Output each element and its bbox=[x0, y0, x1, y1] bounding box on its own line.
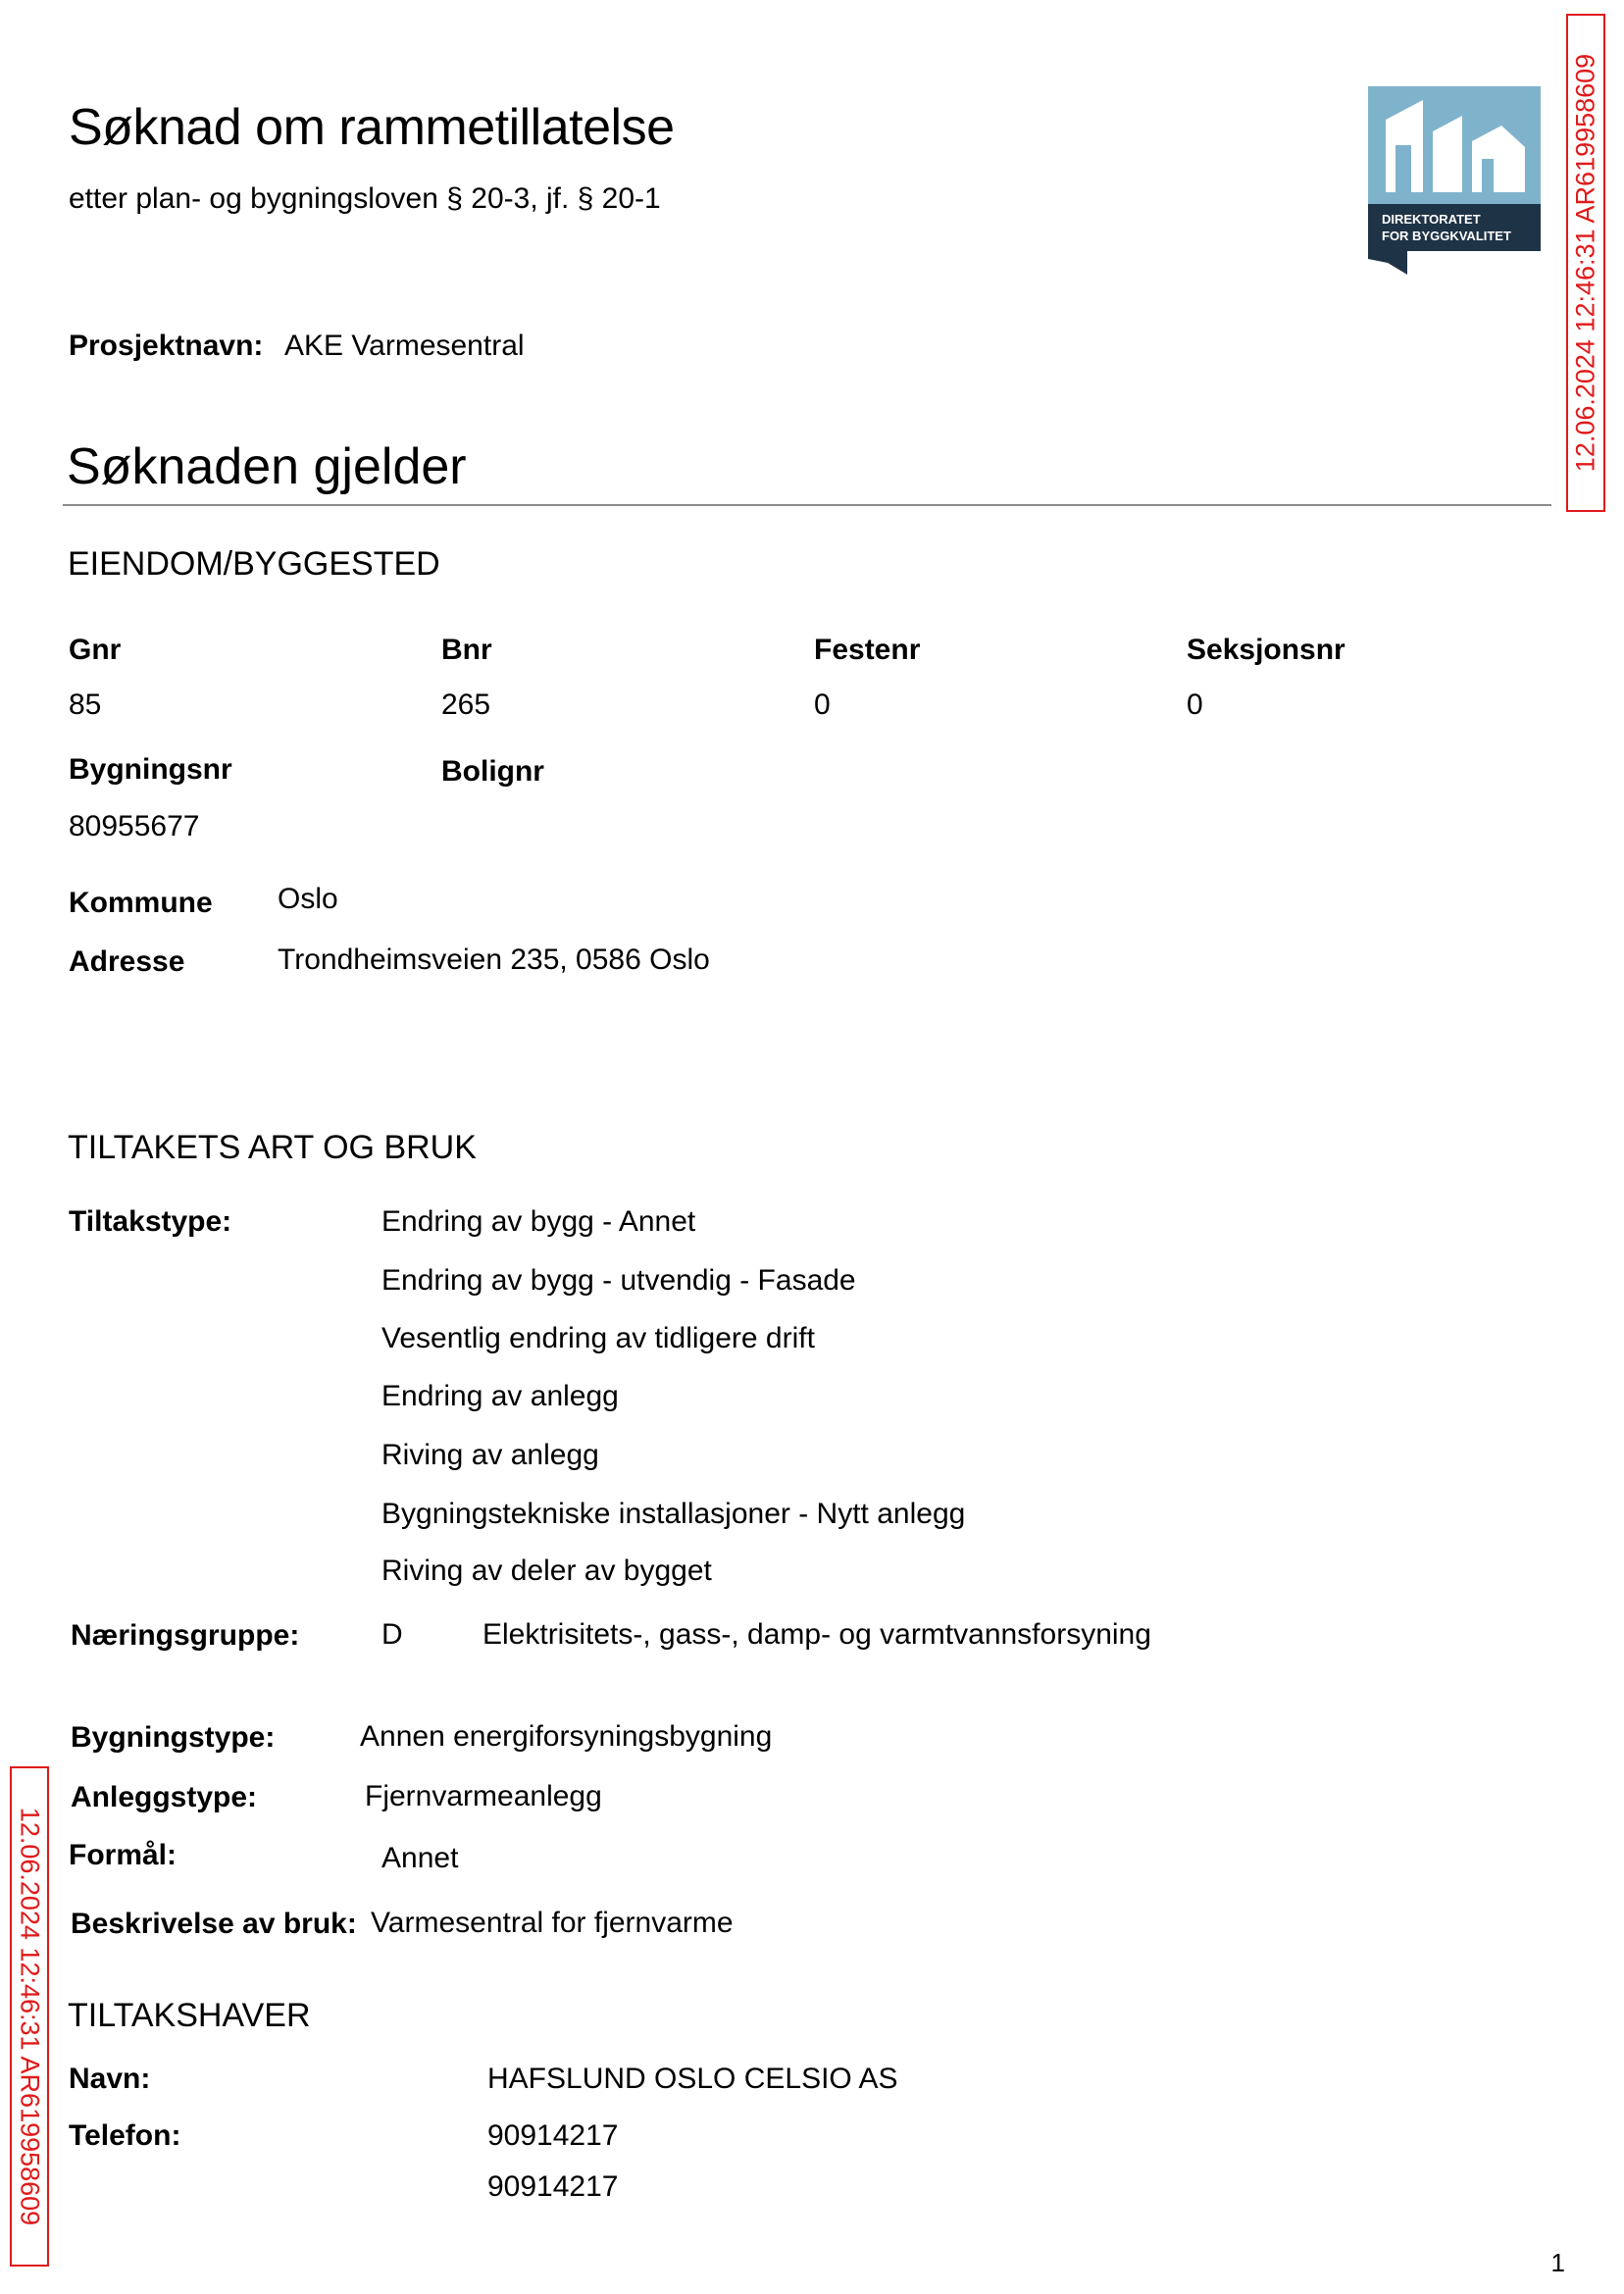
naeringsgruppe-code: D bbox=[381, 1618, 403, 1651]
seksjonsnr-value: 0 bbox=[1187, 688, 1203, 721]
naeringsgruppe-text: Elektrisitets-, gass-, damp- og varmtvannsforsyning bbox=[482, 1618, 1151, 1651]
telefon-label: Telefon: bbox=[69, 2119, 181, 2152]
telefon-value: 90914217 bbox=[487, 2170, 619, 2203]
bygningstype-label: Bygningstype: bbox=[71, 1721, 276, 1754]
bygningsnr-value: 80955677 bbox=[69, 810, 200, 842]
tiltakstype-item: Riving av anlegg bbox=[381, 1439, 599, 1471]
tiltakstype-label: Tiltakstype: bbox=[69, 1205, 232, 1238]
stamp-text-right: 12.06.2024 12:46:31 AR619958609 bbox=[1570, 53, 1600, 473]
dibk-logo bbox=[1368, 86, 1541, 275]
tiltakstype-item: Endring av bygg - Annet bbox=[381, 1205, 696, 1238]
stamp-box-right bbox=[1566, 14, 1605, 512]
logo-text-line2: FOR BYGGKVALITET bbox=[1382, 229, 1511, 243]
project-name-value: AKE Varmesentral bbox=[284, 330, 525, 362]
adresse-label: Adresse bbox=[69, 945, 185, 978]
naeringsgruppe-label: Næringsgruppe: bbox=[71, 1619, 300, 1652]
adresse-value: Trondheimsveien 235, 0586 Oslo bbox=[278, 943, 710, 976]
anleggstype-value: Fjernvarmeanlegg bbox=[365, 1780, 602, 1812]
section-title: Søknaden gjelder bbox=[67, 438, 467, 495]
bygningstype-value: Annen energiforsyningsbygning bbox=[360, 1720, 773, 1753]
page-number: 1 bbox=[1550, 2248, 1565, 2277]
logo-text-line1: DIREKTORATET bbox=[1382, 212, 1481, 227]
tiltakstype-item: Riving av deler av bygget bbox=[381, 1555, 712, 1587]
stamp-box-left bbox=[10, 1766, 49, 2267]
bolignr-label: Bolignr bbox=[441, 755, 544, 788]
festenr-value: 0 bbox=[814, 688, 831, 721]
navn-label: Navn: bbox=[69, 2063, 151, 2095]
navn-value: HAFSLUND OSLO CELSIO AS bbox=[487, 2063, 898, 2095]
seksjonsnr-label: Seksjonsnr bbox=[1187, 634, 1345, 666]
tiltak-heading: TILTAKETS ART OG BRUK bbox=[68, 1129, 477, 1166]
project-name-label: Prosjektnavn: bbox=[69, 330, 264, 362]
document-title: Søknad om rammetillatelse bbox=[69, 99, 675, 156]
gnr-value: 85 bbox=[69, 688, 102, 721]
tiltakshaver-heading: TILTAKSHAVER bbox=[68, 1997, 311, 2034]
festenr-label: Festenr bbox=[814, 634, 921, 666]
gnr-label: Gnr bbox=[69, 634, 122, 666]
beskrivelse-label: Beskrivelse av bruk: bbox=[71, 1908, 357, 1940]
kommune-label: Kommune bbox=[69, 887, 213, 919]
document-subtitle: etter plan- og bygningsloven § 20-3, jf. § 20-1 bbox=[69, 182, 661, 215]
kommune-value: Oslo bbox=[278, 883, 338, 915]
tiltakstype-item: Bygningstekniske installasjoner - Nytt anlegg bbox=[381, 1498, 966, 1530]
bnr-label: Bnr bbox=[441, 634, 492, 666]
tiltakstype-item: Endring av anlegg bbox=[381, 1380, 619, 1412]
tiltakstype-item: Endring av bygg - utvendig - Fasade bbox=[381, 1264, 856, 1297]
telefon-value: 90914217 bbox=[487, 2119, 619, 2152]
eiendom-heading: EIENDOM/BYGGESTED bbox=[68, 545, 440, 583]
formaal-value: Annet bbox=[381, 1842, 459, 1874]
section-divider bbox=[63, 504, 1551, 506]
beskrivelse-value: Varmesentral for fjernvarme bbox=[371, 1907, 734, 1939]
bygningsnr-label: Bygningsnr bbox=[69, 753, 232, 786]
bnr-value: 265 bbox=[441, 688, 491, 721]
anleggstype-label: Anleggstype: bbox=[71, 1781, 258, 1813]
tiltakstype-item: Vesentlig endring av tidligere drift bbox=[381, 1322, 815, 1354]
formaal-label: Formål: bbox=[69, 1839, 178, 1871]
stamp-text-left: 12.06.2024 12:46:31 AR619958609 bbox=[15, 1807, 45, 2226]
